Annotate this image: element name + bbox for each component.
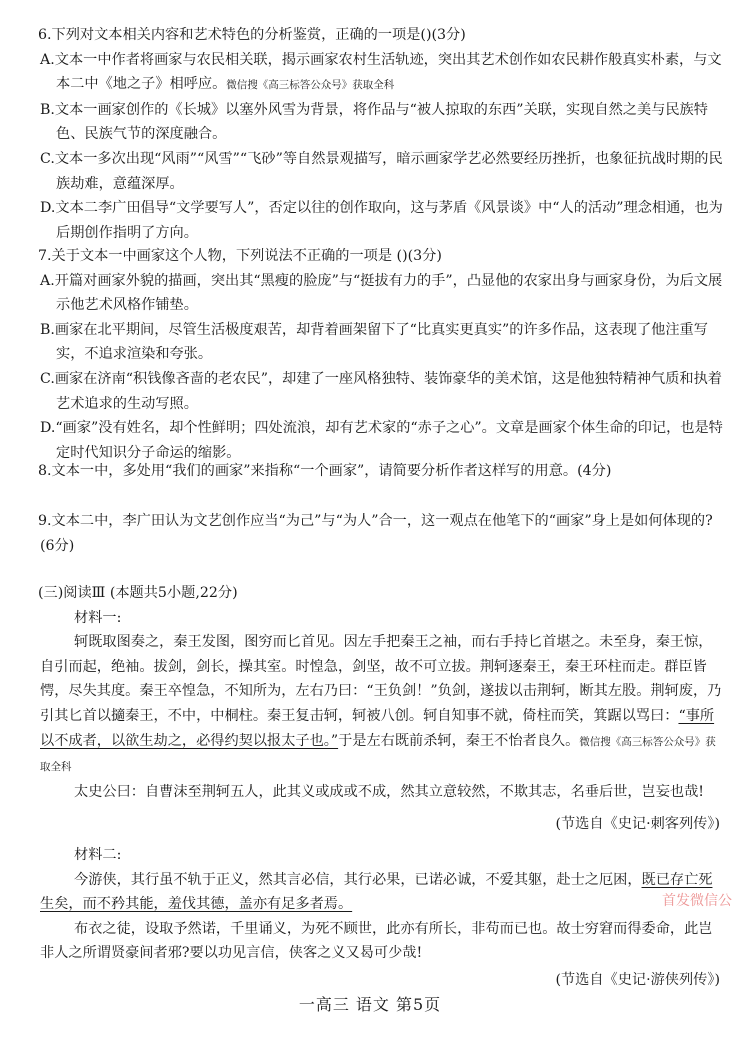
question-7-option-d: D.“画家”没有姓名，却个性鲜明；四处流浪，却有艺术家的“赤子之心”。文章是画家个体生命的印记，也是特定时代知识分子命运的缩影。 (40, 420, 723, 461)
question-6-option-a: A.文本一中作者将画家与农民相关联，揭示画家农村生活轨迹，突出其艺术创作如农民耕作般真实朴素，与文本二中《地之子》相呼应。微信搜《高三标答公众号》获取全科 (40, 51, 722, 93)
watermark: 首发微信公 (662, 893, 732, 909)
question-7-stem: 7.关于文本一中画家这个人物，下列说法不正确的一项是 ()(3分) (38, 248, 442, 264)
material-1-source: (节选自《史记·刺客列传》) (555, 816, 720, 833)
underlined-sentence: 既已存亡死生矣，而不矜其能，羞伐其德，盖亦有足多者焉。 (40, 871, 713, 913)
material-2-paragraph-2: 布衣之徒，设取予然诺，千里诵义，为死不顾世，此亦有所长，非苟而已也。故士穷窘而得委命，此岂非人之所谓贤豪间者邪?要以功见言信，侠客之义又曷可少哉! (40, 920, 713, 962)
page-footer: 一高三 语文 第5页 (298, 995, 442, 1014)
section-3-heading: (三)阅读Ⅲ (本题共5小题,22分) (38, 585, 238, 601)
question-7-option-c: C.画家在济南“积钱像吝啬的老农民”，却建了一座风格独特、装饰豪华的美术馆，这是他独特精神气质和执着艺术追求的生动写照。 (40, 370, 722, 412)
material-1-label: 材料一: (74, 609, 122, 626)
question-6-option-d: D.文本二李广田倡导“文学要写人”，否定以往的创作取向，这与茅盾《风景谈》中“人的活动”理念相通，也为后期创作指明了方向。 (40, 200, 723, 241)
material-2-paragraph-1: 今游侠，其行虽不轨于正义，然其言必信，其行必果，已诺必诚，不爱其躯，赴士之厄困，既已存亡死生矣，而不矜其能，羞伐其德，盖亦有足多者焉。 (40, 871, 713, 913)
underlined-sentence: “事所以不成者，以欲生劫之，必得约契以报太子也。” (40, 707, 715, 749)
question-9 (0, 509, 740, 558)
material-2-source: (节选自《史记·游侠列传》) (555, 971, 720, 988)
wechat-note: 微信搜《高三标答公众号》获取全科 (226, 79, 395, 92)
material-1-paragraph-2: 太史公曰：自曹沫至荆轲五人，此其义或成或不成，然其立意较然，不欺其志，名垂后世，岂妄也哉! (74, 783, 704, 800)
question-8-stem: 8.文本一中，多处用“我们的画家”来指称“一个画家”，请简要分析作者这样写的用意。(4分) (38, 463, 612, 479)
question-7-option-b: B.画家在北平期间，尽管生活极度艰苦，却背着画架留下了“比真实更真实”的许多作品，这表现了他注重写实，不追求渲染和夸张。 (40, 321, 708, 363)
question-6 (0, 23, 740, 245)
question-6-option-b: B.文本一画家创作的《长城》以塞外风雪为背景，将作品与“被人掠取的东西”关联，实现自然之美与民族特色、民族气节的深度融合。 (40, 101, 708, 143)
material-2-label: 材料二: (74, 846, 122, 863)
question-7-option-a: A.开篇对画家外貌的描画，突出其“黑瘦的脸庞”与“挺拔有力的手”，凸显他的农家出身与画家身份，为后文展示他艺术风格作铺垫。 (40, 272, 723, 314)
wechat-note: 微信搜《高三标答公众号》获取全科 (40, 735, 716, 774)
question-7 (0, 244, 740, 465)
section-3 (0, 581, 740, 993)
material-1-paragraph-1: 轲既取图奏之，秦王发图，图穷而匕首见。因左手把秦王之袖，而右手持匕首堪之。未至身，秦王惊，自引而起，绝袖。拔剑，剑长，操其室。时惶急，剑坚，故不可立拔。荆轲逐秦王，秦王环柱而走。群臣皆愕，尽失其度。秦王卒惶急，不知所为，左右乃曰：“王负剑！”负剑，遂拔以击荆轲，断其左股。荆轲废，乃引其匕首以擿秦王，不中，中桐柱。秦王复击轲，轲被八创。轲自知事不就，倚柱而笑，箕踞以骂曰：“事所以不成者，以欲生劫之，必得约契以报太子也。”于是左右既前杀轲，秦王不怡者良久。微信搜《高三标答公众号》获取全科 (40, 634, 722, 774)
question-6-stem: 6.下列对文本相关内容和艺术特色的分析鉴赏，正确的一项是()(3分) (38, 27, 466, 43)
question-8 (0, 459, 740, 484)
question-6-option-c: C.文本一多次出现“风雨”“风雪”“飞砂”等自然景观描写，暗示画家学艺必然要经历挫折，也象征抗战时期的民族劫难，意蕴深厚。 (40, 150, 723, 192)
question-9-stem: 9.文本二中，李广田认为文艺创作应当“为己”与“为人”合一，这一观点在他笔下的“画家”身上是如何体现的?(6分) (38, 513, 713, 554)
